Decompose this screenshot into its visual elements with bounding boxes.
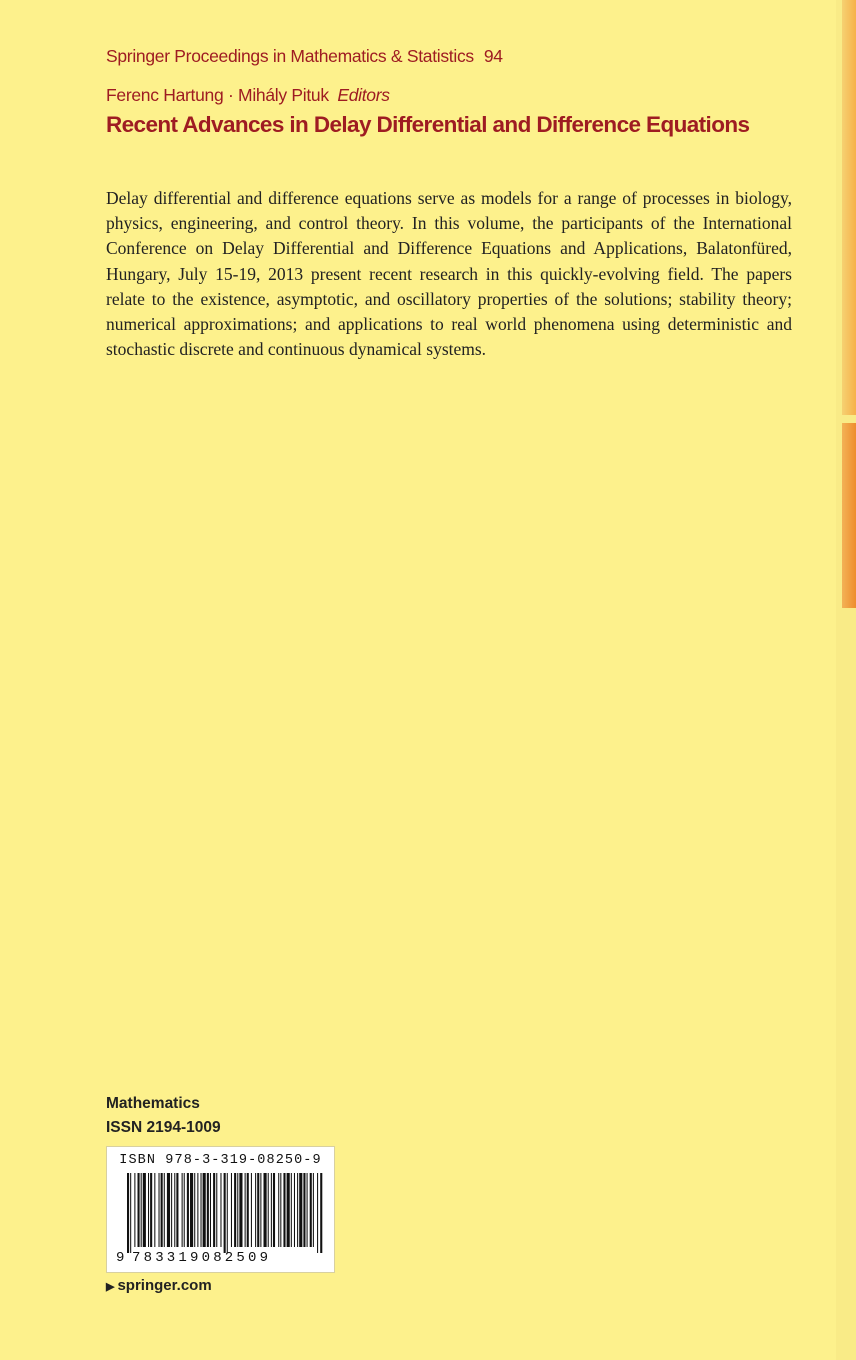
barcode-bar xyxy=(216,1173,217,1247)
barcode-bar xyxy=(184,1173,185,1247)
series-number: 94 xyxy=(483,46,503,66)
barcode-bar xyxy=(255,1173,256,1247)
barcode-bar xyxy=(154,1173,155,1247)
barcode-bar xyxy=(260,1173,261,1247)
barcode-bar xyxy=(203,1173,206,1247)
barcode-bar xyxy=(134,1173,135,1247)
editor-names: Ferenc Hartung · Mihály Pituk xyxy=(106,85,329,105)
barcode-bar xyxy=(176,1173,178,1247)
isbn-barcode xyxy=(106,1146,335,1273)
barcode-bar xyxy=(264,1173,267,1247)
barcode-bar xyxy=(271,1173,272,1247)
barcode-bar xyxy=(280,1173,281,1247)
barcode-bar xyxy=(239,1173,242,1247)
editor-role: Editors xyxy=(337,85,390,105)
book-description: Delay differential and difference equations serve as models for a range of processes in biology, physics, engineering, and control theory. In this volume, the participants of the International Conference on Delay Differential and Difference Equations and Applications, Balatonfüred, Hungary, July 15-19, 2013 present recent research in this quickly-evolving field. The papers relate to the existence, asymptotic, and oscillatory properties of the solutions; stability theory; numerical approximations; and applications to real world phenomena using deterministic and stochastic discrete and continuous dynamical systems. xyxy=(106,188,792,360)
barcode-bar xyxy=(143,1173,146,1247)
barcode-bar xyxy=(220,1173,221,1247)
barcode-bar xyxy=(207,1173,209,1247)
barcode-bar xyxy=(287,1173,290,1247)
subject-label: Mathematics xyxy=(106,1095,200,1112)
barcode-bar xyxy=(251,1173,252,1247)
ean-digits: 783319082509 xyxy=(132,1250,272,1266)
barcode-bar xyxy=(278,1173,279,1247)
barcode-bar xyxy=(167,1173,170,1247)
barcode-bar xyxy=(234,1173,236,1247)
barcode-bar xyxy=(245,1173,246,1247)
barcode-bar xyxy=(201,1173,202,1247)
barcode-bar xyxy=(227,1173,228,1253)
barcode-bar xyxy=(210,1173,211,1247)
barcode-bar xyxy=(187,1173,189,1247)
barcode-bar xyxy=(237,1173,238,1247)
spine-color-tab-upper xyxy=(842,0,856,415)
barcode-bar xyxy=(159,1173,160,1247)
barcode-bar xyxy=(247,1173,249,1247)
spine-color-tab-lower xyxy=(842,423,856,608)
barcode-bar xyxy=(194,1173,195,1247)
barcode-bar xyxy=(268,1173,269,1247)
barcode-bar xyxy=(148,1173,149,1247)
barcode-bar xyxy=(313,1173,314,1247)
barcode-bar xyxy=(231,1173,232,1247)
ean-first-digit: 9 xyxy=(116,1250,125,1266)
barcode-bar xyxy=(291,1173,292,1247)
series-line xyxy=(106,46,503,67)
barcode-bar xyxy=(307,1173,308,1247)
barcode-bar xyxy=(171,1173,172,1247)
book-title: Recent Advances in Delay Differential and Difference Equations xyxy=(106,112,750,137)
barcode-bar xyxy=(182,1173,183,1247)
barcode-bar xyxy=(299,1173,302,1247)
barcode-bar xyxy=(297,1173,298,1247)
barcode-bar xyxy=(320,1173,322,1253)
barcode-bar xyxy=(164,1173,165,1247)
barcode-bar xyxy=(138,1173,140,1247)
barcode-bar xyxy=(294,1173,295,1247)
barcode-bars xyxy=(127,1173,327,1253)
barcode-bar xyxy=(273,1173,275,1247)
barcode-bar xyxy=(150,1173,152,1247)
arrow-right-icon: ▶ xyxy=(106,1281,115,1293)
barcode-bar xyxy=(127,1173,129,1253)
issn-label: ISSN 2194-1009 xyxy=(106,1119,221,1136)
series-name: Springer Proceedings in Mathematics & Statistics xyxy=(106,46,474,66)
barcode-bar xyxy=(224,1173,226,1253)
barcode-bar xyxy=(283,1173,285,1247)
barcode-bar xyxy=(197,1173,198,1247)
barcode-bar xyxy=(190,1173,193,1247)
editors-line xyxy=(106,85,390,106)
barcode-bar xyxy=(310,1173,312,1247)
barcode-bar xyxy=(161,1173,163,1247)
website-text: springer.com xyxy=(117,1277,212,1294)
barcode-bar xyxy=(141,1173,142,1247)
barcode-bar xyxy=(303,1173,305,1247)
barcode-bar xyxy=(257,1173,259,1247)
barcode-bar xyxy=(317,1173,318,1253)
barcode-bar xyxy=(213,1173,215,1247)
barcode-bar xyxy=(130,1173,131,1253)
isbn-text: ISBN 978-3-319-08250-9 xyxy=(119,1153,322,1168)
publisher-website[interactable] xyxy=(106,1277,212,1294)
barcode-bar xyxy=(174,1173,175,1247)
